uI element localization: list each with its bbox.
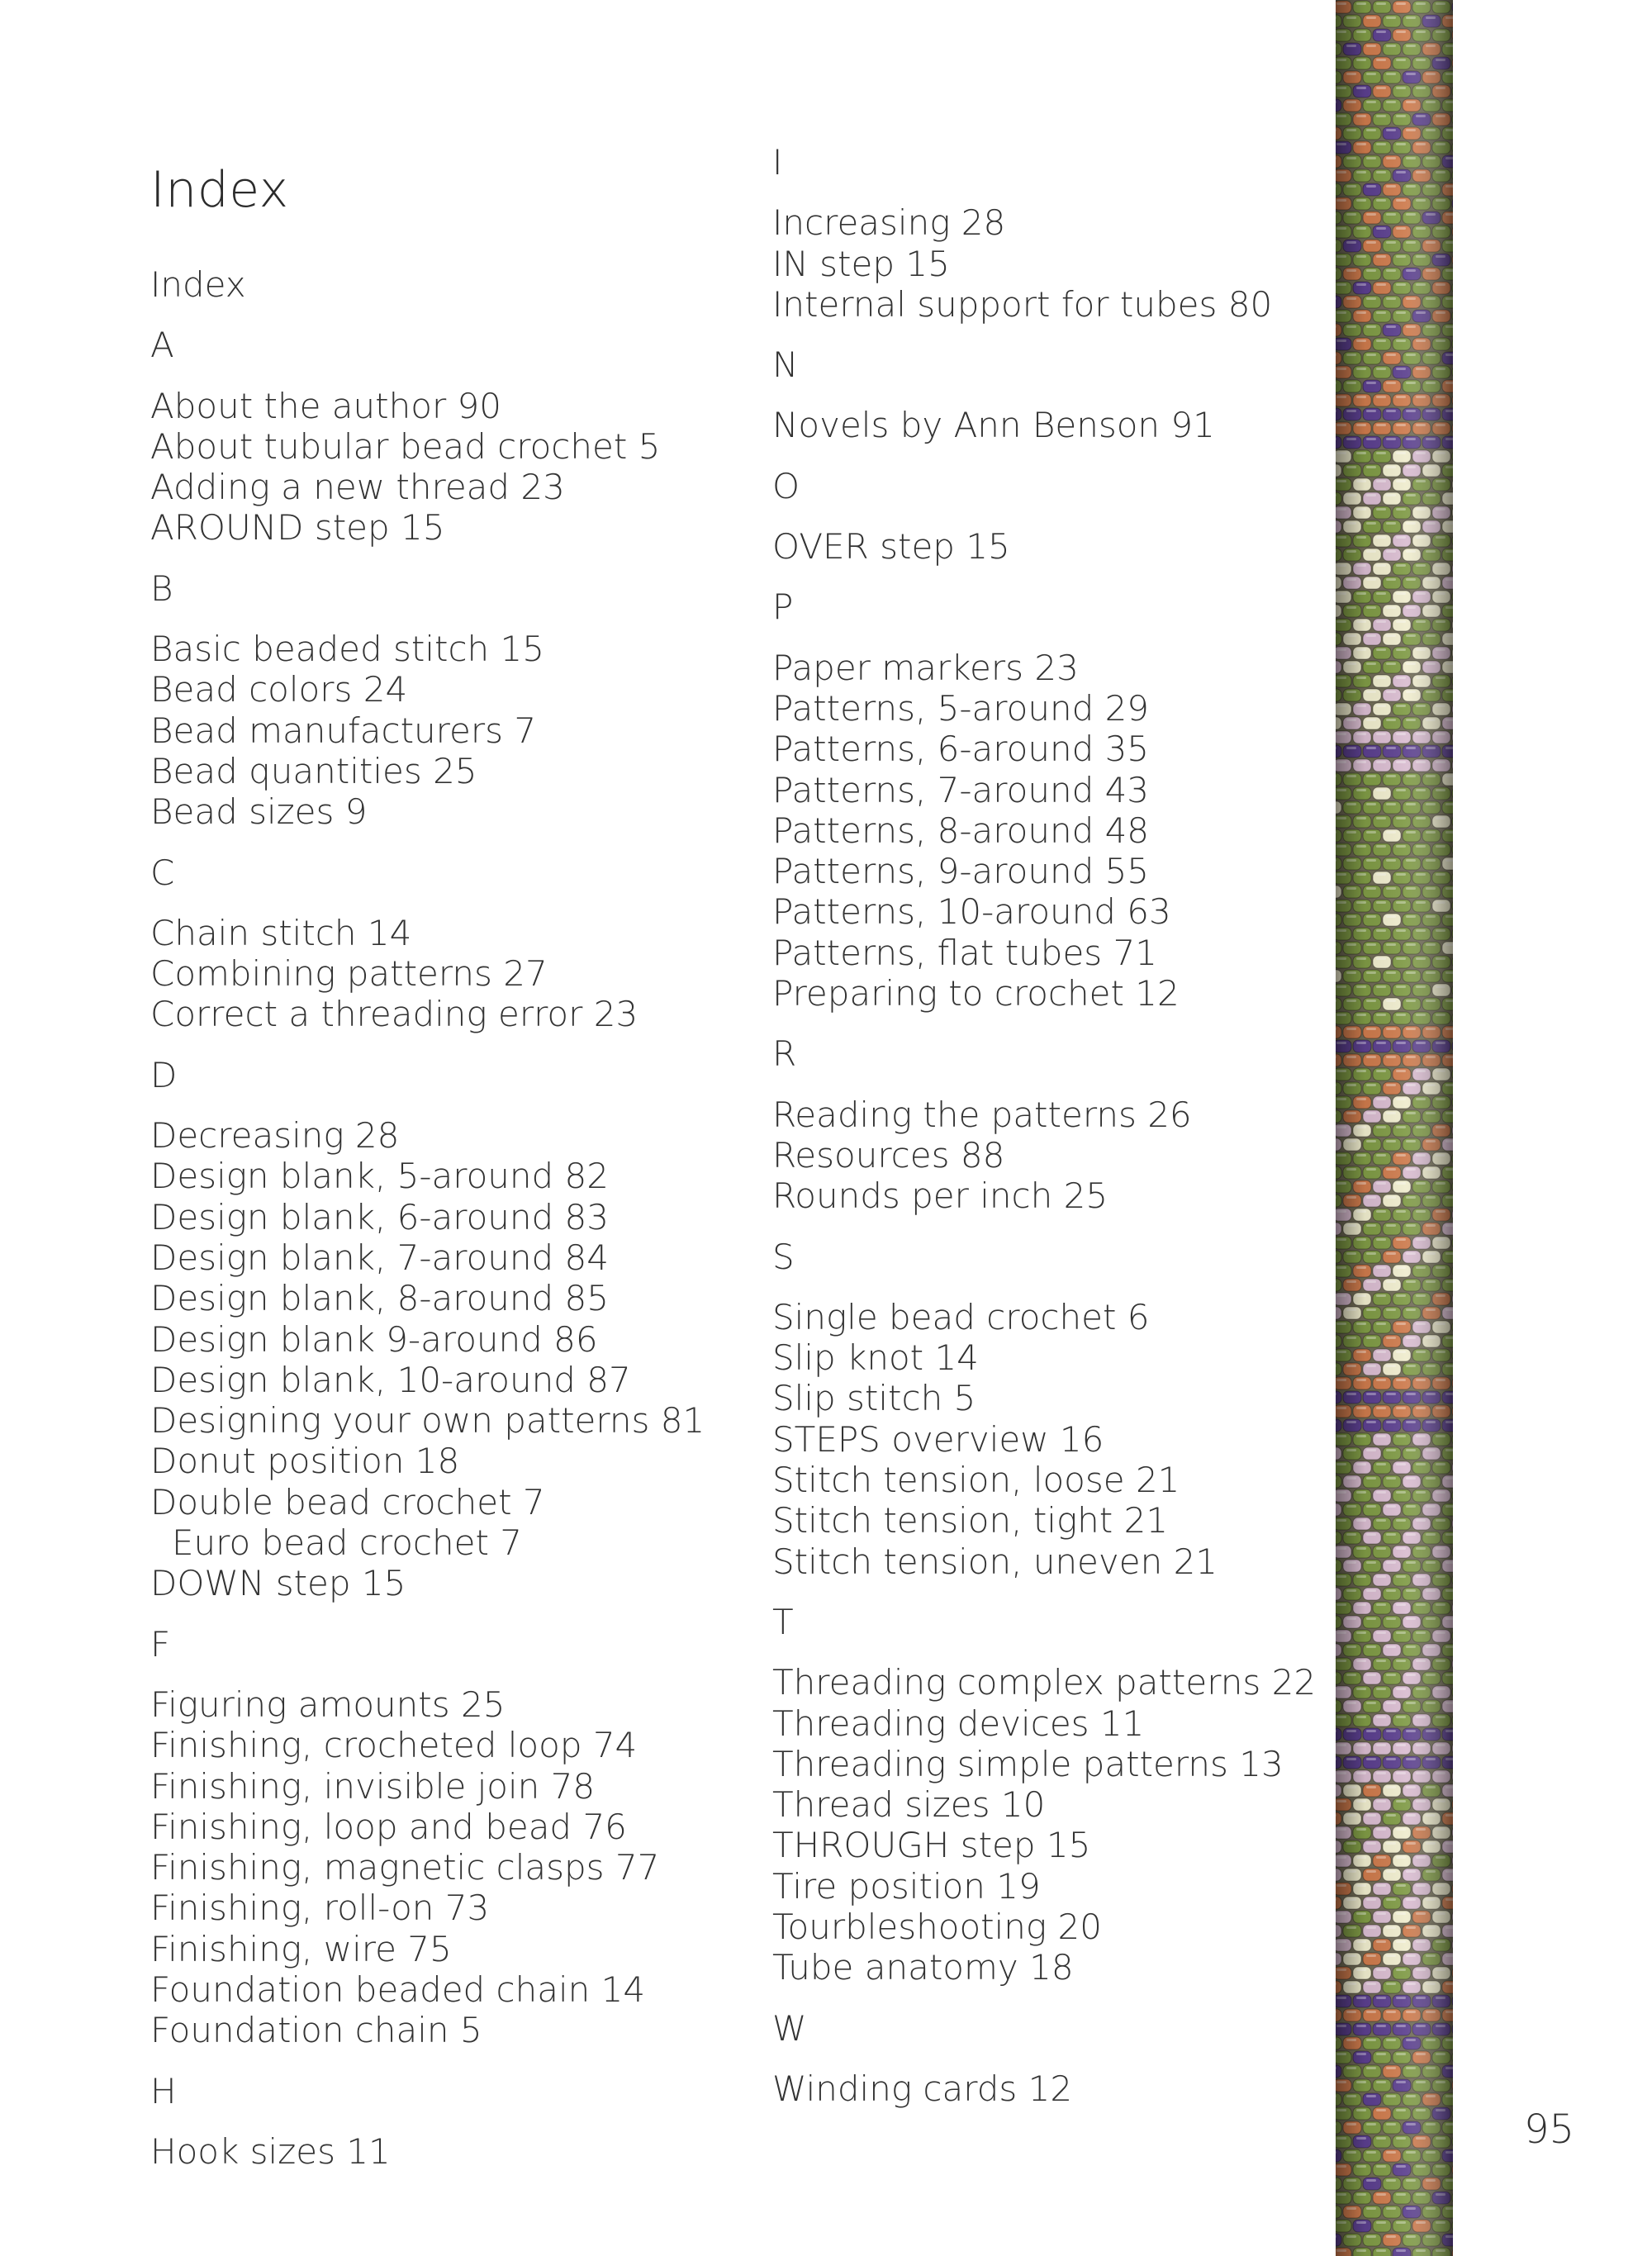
index-entry: Patterns, 8-around 48 [772,810,1150,851]
index-sub-entry: Euro bead crochet 7 [172,1522,523,1564]
index-entry: Slip knot 14 [772,1337,979,1379]
index-column-left [150,264,705,2172]
index-letter-heading: P [772,587,794,628]
index-letter-heading: A [150,325,174,366]
index-entry: DOWN step 15 [150,1563,406,1604]
index-letter-heading: I [772,142,783,183]
index-entry: Stitch tension, loose 21 [772,1460,1180,1501]
index-entry: Design blank, 8-around 85 [150,1278,609,1319]
index-entry: Design blank, 10-around 87 [150,1359,631,1400]
index-entry: Slip stitch 5 [772,1378,976,1419]
index-entry: Patterns, 5-around 29 [772,687,1150,729]
index-entry: Combining patterns 27 [150,953,548,995]
index-entry: Tourbleshooting 20 [772,1906,1102,1947]
index-letter-heading: O [772,465,800,506]
index-entry: Chain stitch 14 [150,912,412,953]
index-entry: Design blank, 6-around 83 [150,1196,609,1237]
index-entry: Finishing, invisible join 78 [150,1765,596,1807]
index-entry: Threading devices 11 [772,1703,1145,1744]
index-entry: Finishing, roll-on 73 [150,1888,490,1929]
index-entry: Stitch tension, tight 21 [772,1500,1169,1541]
index-entry: Correct a threading error 23 [150,994,638,1035]
index-entry: Patterns, flat tubes 71 [772,932,1157,973]
index-entry: Paper markers 23 [772,647,1079,688]
index-entry: Design blank, 7-around 84 [150,1237,609,1278]
index-entry: Basic beaded stitch 15 [150,629,544,670]
index-entry: About the author 90 [150,385,502,426]
beaded-rope-graphic [1336,0,1453,2256]
page-number: 95 [1524,2106,1575,2153]
index-letter-heading: B [150,568,173,609]
index-entry: Winding cards 12 [772,2068,1073,2109]
index-entry: Tire position 19 [772,1865,1041,1907]
index-entry: Patterns, 9-around 55 [772,851,1150,892]
index-entry: Finishing, crocheted loop 74 [150,1725,638,1766]
index-entry: Tube anatomy 18 [772,1947,1074,1988]
page-title: Index [150,161,289,219]
index-entry: Increasing 28 [772,202,1006,244]
index-entry: Finishing, magnetic clasps 77 [150,1847,660,1888]
index-entry: Donut position 18 [150,1441,460,1482]
index-entry: Bead sizes 9 [150,791,368,833]
index-letter-heading: W [772,2007,807,2049]
index-entry: Bead quantities 25 [150,750,477,791]
index-entry: Internal support for tubes 80 [772,283,1273,325]
index-entry: Patterns, 10-around 63 [772,891,1171,933]
index-entry: Patterns, 6-around 35 [772,729,1150,770]
index-entry: About tubular bead crochet 5 [150,425,661,467]
index-entry: Design blank, 5-around 82 [150,1156,609,1197]
index-entry: OVER step 15 [772,526,1010,568]
index-entry: Novels by Ann Benson 91 [772,405,1215,446]
beaded-rope-illustration [1336,0,1453,2256]
index-entry: Resources 88 [772,1134,1005,1175]
index-entry: THROUGH step 15 [772,1825,1091,1866]
index-entry: Adding a new thread 23 [150,467,565,508]
index-entry: IN step 15 [772,243,950,284]
index-entry: Finishing, wire 75 [150,1928,452,1969]
index-letter-heading: R [772,1033,797,1075]
index-letter-heading: N [772,344,799,386]
index-letter-heading: F [150,1623,171,1665]
index-letter-heading: C [150,852,175,893]
index-entry: Rounds per inch 25 [772,1175,1108,1217]
index-entry: Single bead crochet 6 [772,1296,1150,1337]
index-letter-heading: D [150,1054,178,1095]
index-entry: Reading the patterns 26 [772,1094,1192,1135]
index-entry: STEPS overview 16 [772,1418,1104,1460]
index-entry: Preparing to crochet 12 [772,973,1180,1014]
index-letter-heading: H [150,2070,177,2111]
index-entry: Double bead crochet 7 [150,1481,545,1522]
index-entry: Bead colors 24 [150,669,408,710]
index-entry: Threading simple patterns 13 [772,1743,1284,1784]
index-entry: Threading complex patterns 22 [772,1662,1317,1703]
index-entry: Design blank 9-around 86 [150,1318,598,1360]
index-letter-heading: T [772,1601,794,1642]
index-entry: Bead manufacturers 7 [150,710,537,751]
index-entry: Designing your own patterns 81 [150,1400,705,1441]
index-column-right [772,142,1316,2109]
index-entry: Decreasing 28 [150,1115,400,1156]
index-entry: Finishing, loop and bead 76 [150,1806,627,1847]
index-entry: Foundation beaded chain 14 [150,1969,646,2010]
index-entry: AROUND step 15 [150,507,445,549]
index-entry: Thread sizes 10 [772,1784,1046,1826]
rope-shading [1336,0,1453,2256]
index-entry: Stitch tension, uneven 21 [772,1541,1218,1582]
index-entry: Hook sizes 11 [150,2130,391,2172]
index-entry: Index [150,264,246,305]
index-letter-heading: S [772,1236,795,1277]
index-entry: Patterns, 7-around 43 [772,769,1150,810]
index-entry: Foundation chain 5 [150,2010,482,2051]
index-entry: Figuring amounts 25 [150,1684,506,1725]
